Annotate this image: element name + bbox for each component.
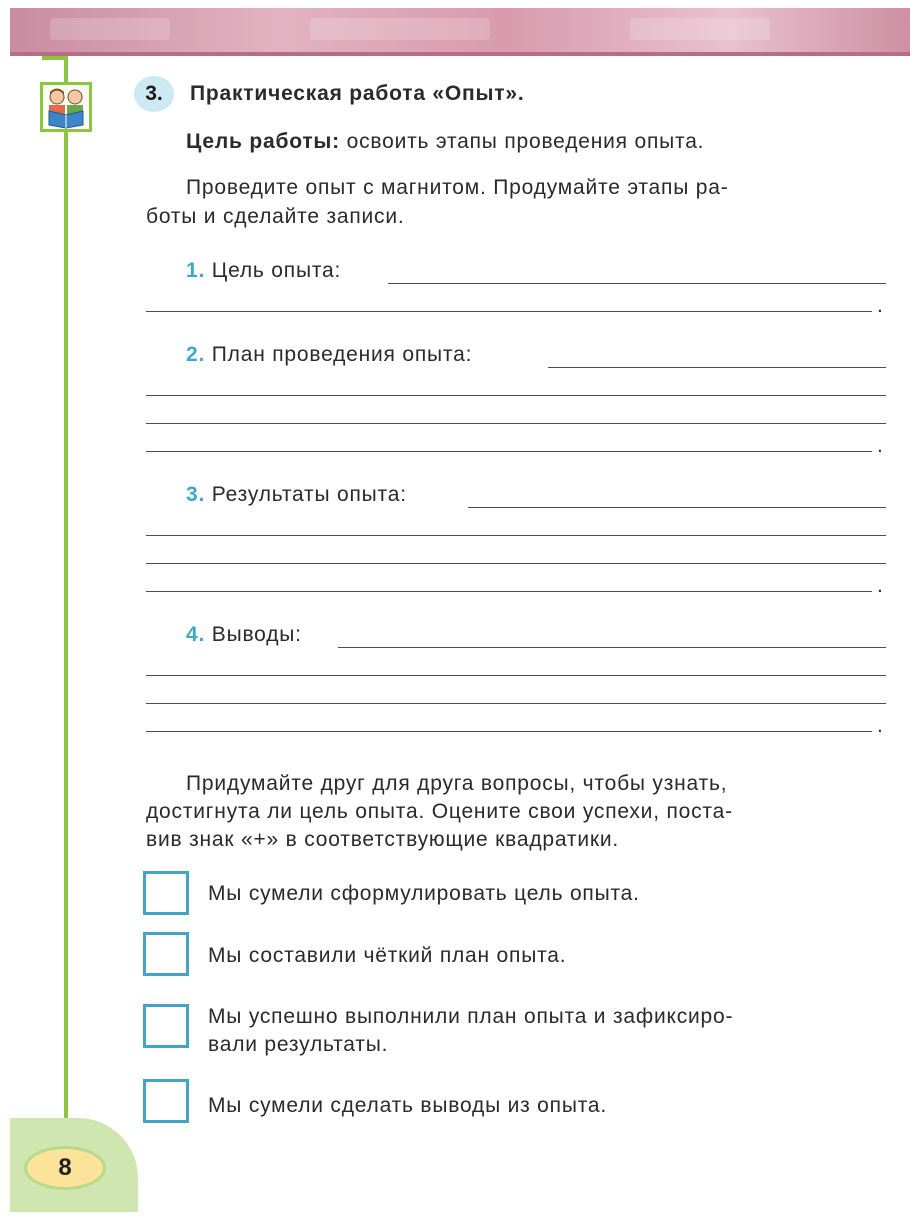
answer-line[interactable] [548, 367, 886, 368]
reflection-line: достигнута ли цель опыта. Оцените свои успехи, поста- [146, 800, 733, 823]
answer-line[interactable] [146, 311, 872, 312]
answer-line[interactable] [146, 451, 872, 452]
checklist-item-text: Мы успешно выполнили план опыта и зафиксиро- [208, 1005, 734, 1028]
reflection-line: вив знак «+» в соответствующие квадратики. [146, 828, 620, 851]
margin-line [64, 56, 68, 1166]
checklist-item-text: Мы составили чёткий план опыта. [208, 944, 567, 967]
answer-line[interactable] [468, 507, 886, 508]
answer-line[interactable] [146, 395, 886, 396]
task-number-badge: 3. [134, 76, 174, 112]
step-label: Выводы: [211, 623, 302, 646]
answer-line[interactable] [146, 703, 886, 704]
header-ornament [310, 18, 490, 40]
page-number: 8 [24, 1146, 106, 1190]
answer-line[interactable] [146, 423, 886, 424]
goal-text: освоить этапы проведения опыта. [346, 130, 705, 153]
header-ornament [50, 18, 170, 40]
answer-line[interactable] [146, 675, 886, 676]
line-end-mark: . [877, 294, 883, 317]
checklist-checkbox[interactable] [143, 1004, 189, 1048]
step-4-heading [186, 621, 302, 649]
header-band [10, 8, 910, 56]
answer-line[interactable] [146, 535, 886, 536]
goal-line [186, 128, 704, 156]
step-number: 1. [186, 259, 206, 282]
checklist-item-text: Мы сумели сформулировать цель опыта. [208, 882, 640, 905]
instruction-line: Проведите опыт с магнитом. Продумайте этапы ра- [186, 176, 729, 199]
step-label: Результаты опыта: [211, 483, 407, 506]
step-number: 3. [186, 483, 206, 506]
step-2-heading [186, 341, 472, 369]
step-number: 4. [186, 623, 206, 646]
checklist-checkbox[interactable] [143, 1079, 189, 1123]
reflection-line: Придумайте друг для друга вопросы, чтобы узнать, [186, 772, 728, 795]
answer-line[interactable] [146, 591, 872, 592]
line-end-mark: . [877, 434, 883, 457]
step-1-heading [186, 257, 341, 285]
answer-line[interactable] [338, 647, 886, 648]
checklist-checkbox[interactable] [143, 932, 189, 976]
goal-label: Цель работы: [186, 130, 340, 153]
checklist-checkbox[interactable] [143, 871, 189, 915]
step-number: 2. [186, 343, 206, 366]
step-3-heading [186, 481, 407, 509]
line-end-mark: . [877, 574, 883, 597]
step-label: Цель опыта: [211, 259, 342, 282]
checklist-item-text: Мы сумели сделать выводы из опыта. [208, 1094, 608, 1117]
line-end-mark: . [877, 714, 883, 737]
reading-children-icon [40, 82, 92, 132]
instruction-line: боты и сделайте записи. [146, 205, 405, 228]
checklist-item-text: вали результаты. [208, 1033, 389, 1056]
answer-line[interactable] [146, 731, 872, 732]
answer-line[interactable] [146, 563, 886, 564]
task-title: Практическая работа «Опыт». [190, 82, 525, 105]
answer-line[interactable] [388, 283, 886, 284]
step-label: План проведения опыта: [211, 343, 473, 366]
header-ornament [630, 18, 770, 40]
